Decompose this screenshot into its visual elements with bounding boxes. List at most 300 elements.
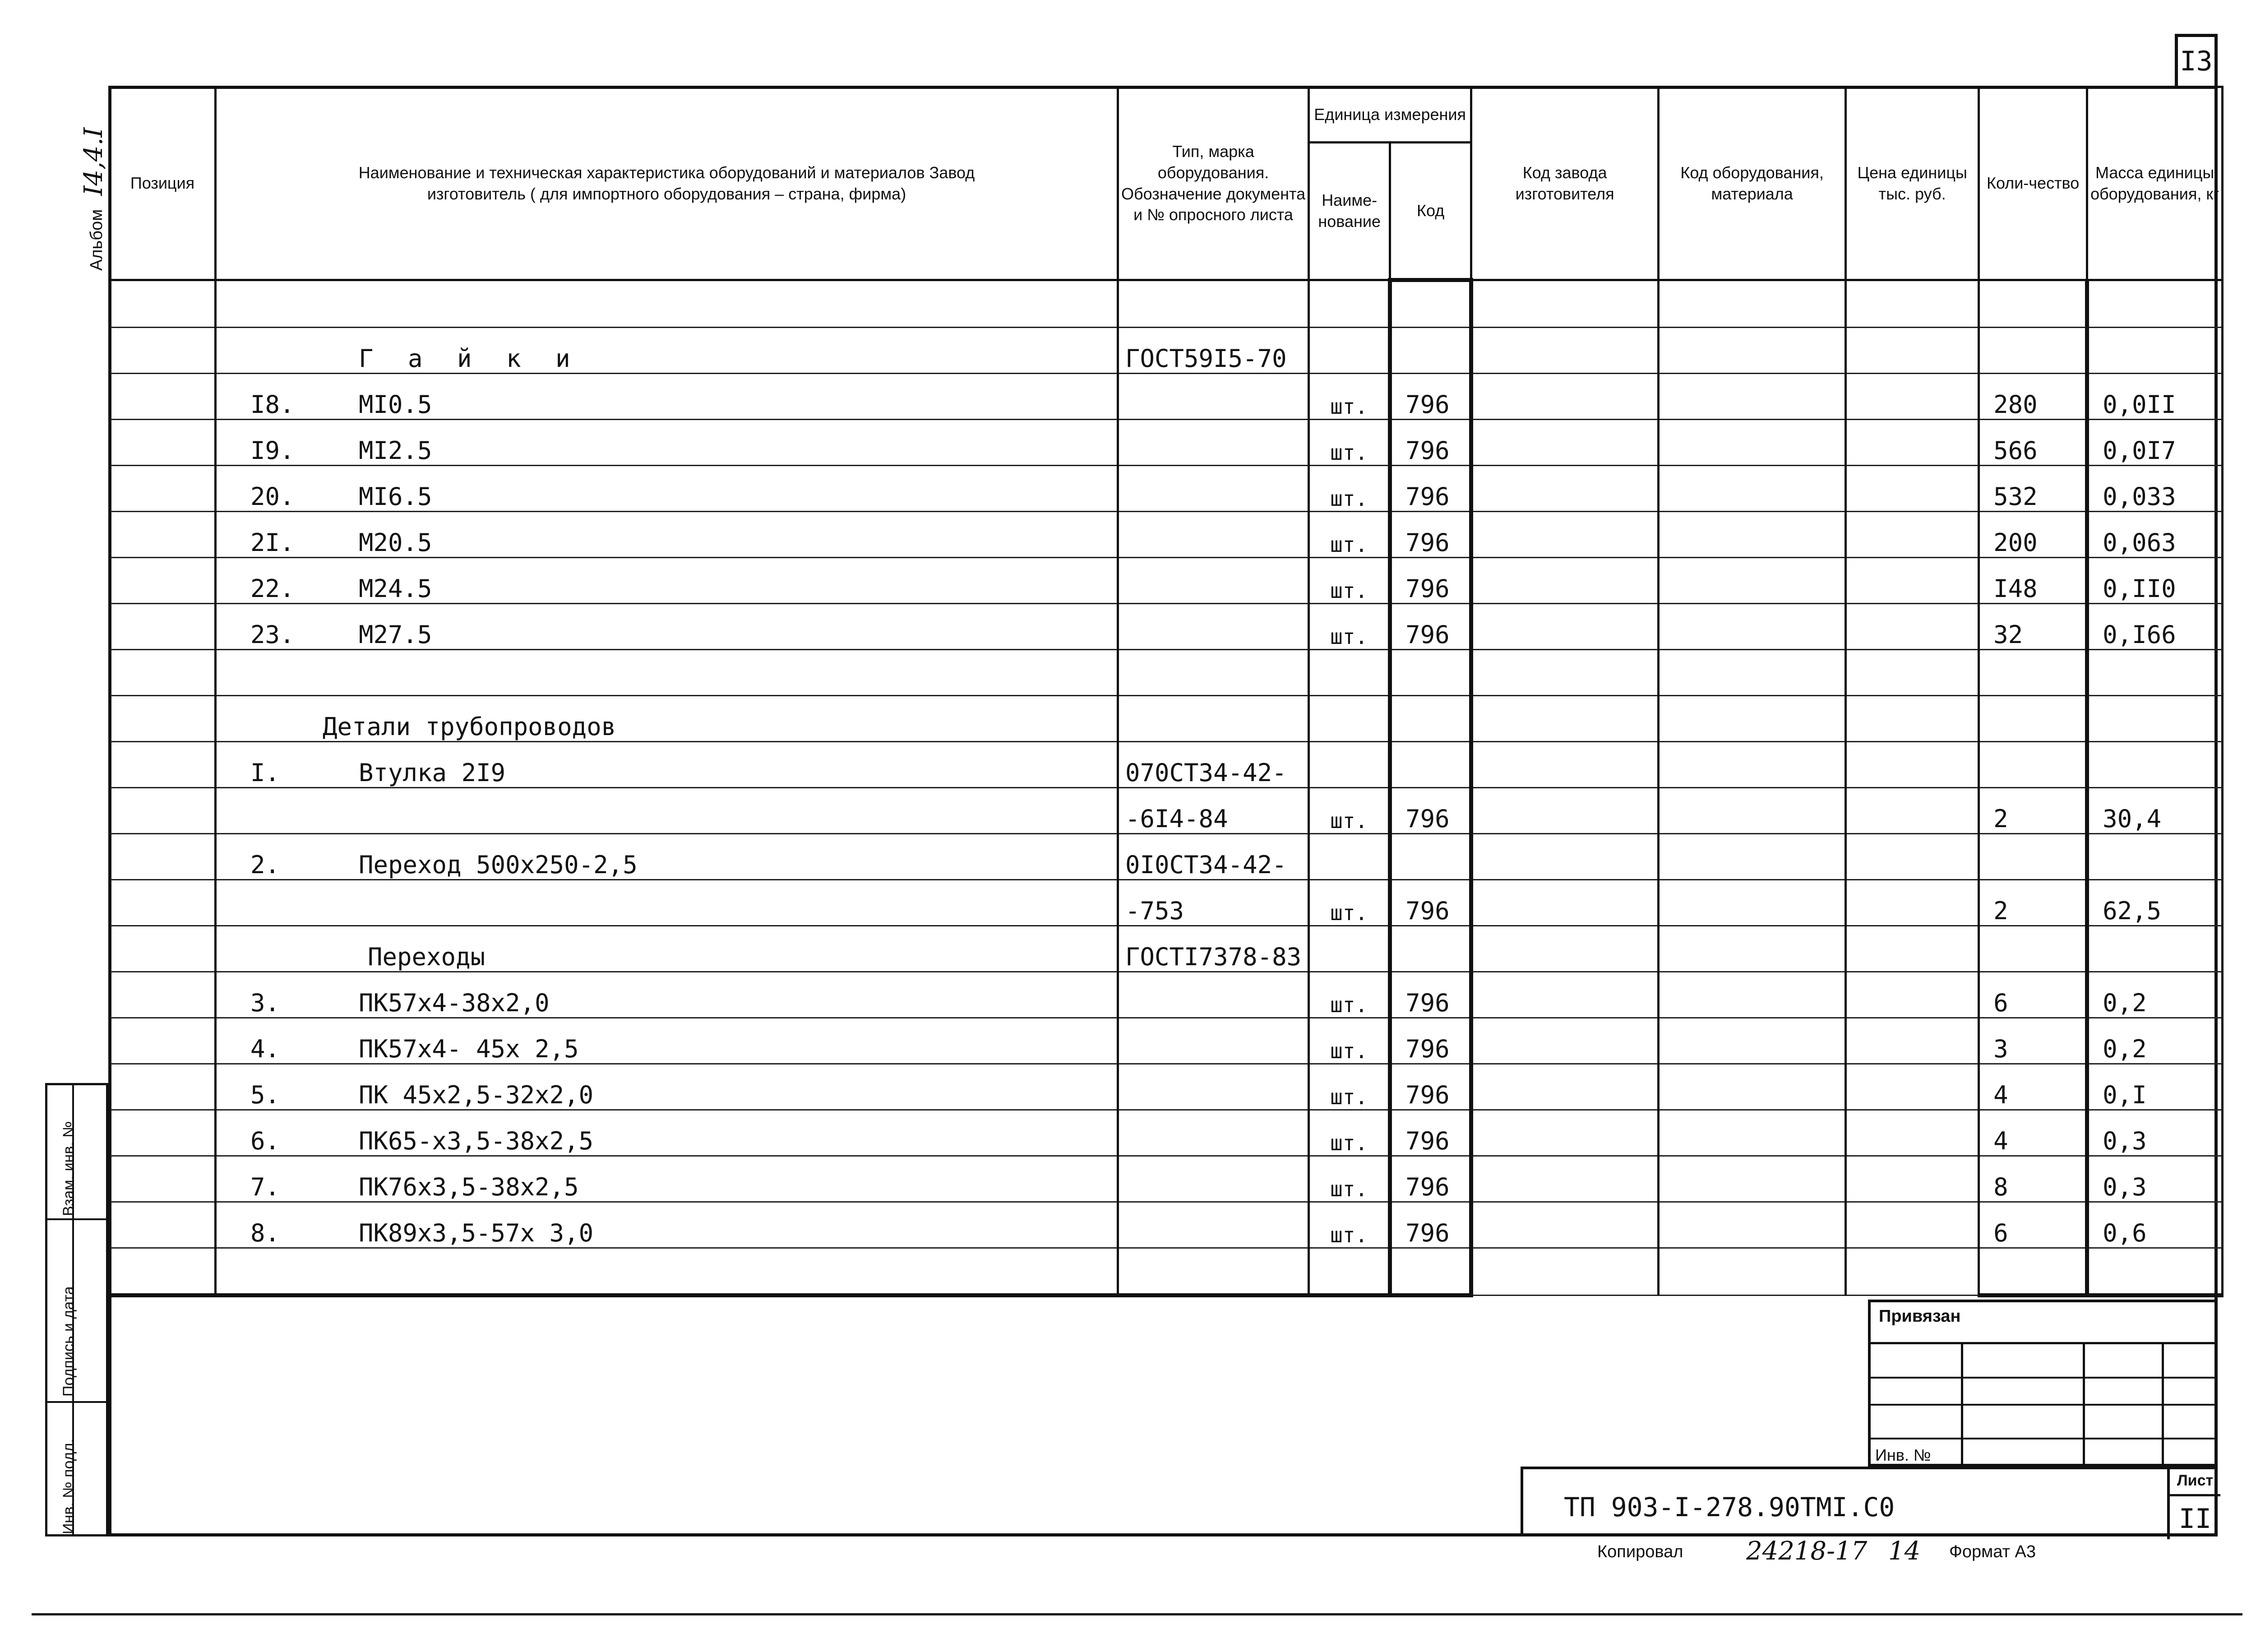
equip-code-cell bbox=[1659, 880, 1846, 926]
factory-code-cell bbox=[1471, 1018, 1659, 1064]
type-cell: -753 bbox=[1118, 880, 1309, 926]
stamp-inv-label: Инв. № bbox=[1875, 1446, 1931, 1464]
side-block-rule bbox=[47, 1401, 106, 1403]
specification-body bbox=[110, 280, 2223, 1296]
name-cell bbox=[216, 788, 1118, 834]
type-cell bbox=[1118, 1248, 1309, 1296]
title-block bbox=[1521, 1467, 2218, 1536]
item-name: ПК89х3,5-57х 3,0 bbox=[359, 1219, 594, 1247]
position-number: 2I. bbox=[250, 528, 295, 557]
unit-code-cell: 796 bbox=[1390, 880, 1471, 926]
table-row bbox=[110, 650, 2223, 696]
name-cell bbox=[216, 1202, 1118, 1248]
side-label-inv: Инв. № подл. bbox=[60, 1439, 77, 1534]
factory-code-cell bbox=[1471, 1248, 1659, 1296]
name-cell bbox=[216, 604, 1118, 650]
mass-cell: 0,3 bbox=[2087, 1156, 2223, 1202]
unit-code-cell bbox=[1390, 696, 1471, 742]
specification-table bbox=[108, 86, 2224, 1297]
type-cell bbox=[1118, 466, 1309, 512]
unit-name-cell: шт. bbox=[1309, 604, 1390, 650]
factory-code-cell bbox=[1471, 328, 1659, 374]
mass-cell: 0,3 bbox=[2087, 1110, 2223, 1156]
item-name: M20.5 bbox=[359, 528, 432, 557]
type-cell bbox=[1118, 650, 1309, 696]
unit-name-cell bbox=[1309, 650, 1390, 696]
table-row bbox=[110, 1110, 2223, 1156]
name-cell bbox=[216, 420, 1118, 466]
position-cell bbox=[110, 512, 216, 558]
type-cell bbox=[1118, 604, 1309, 650]
sheet-list-box bbox=[2167, 1469, 2220, 1539]
mass-cell: 62,5 bbox=[2087, 880, 2223, 926]
col-qty: Коли-чество bbox=[1979, 87, 2087, 280]
position-number: 4. bbox=[250, 1035, 280, 1063]
format-label: Формат А3 bbox=[1949, 1542, 2036, 1561]
mass-cell bbox=[2087, 926, 2223, 972]
position-cell bbox=[110, 558, 216, 604]
table-row bbox=[110, 972, 2223, 1018]
quantity-cell bbox=[1979, 696, 2087, 742]
table-row bbox=[110, 420, 2223, 466]
unit-code-cell bbox=[1390, 280, 1471, 328]
quantity-cell: 2 bbox=[1979, 788, 2087, 834]
stamp-privyazan-label: Привязан bbox=[1879, 1307, 1961, 1326]
sheet-number: I3 bbox=[2175, 34, 2218, 86]
sheet-list-number: II bbox=[2178, 1503, 2212, 1535]
position-number: 5. bbox=[250, 1081, 280, 1109]
unit-name-cell: шт. bbox=[1309, 558, 1390, 604]
price-cell bbox=[1846, 788, 1979, 834]
unit-name-cell: шт. bbox=[1309, 1110, 1390, 1156]
unit-code-cell: 796 bbox=[1390, 604, 1471, 650]
mass-cell bbox=[2087, 328, 2223, 374]
type-cell: 0I0СТ34-42- bbox=[1118, 834, 1309, 880]
col-unit-name: Наиме-нование bbox=[1309, 143, 1390, 280]
table-row bbox=[110, 880, 2223, 926]
table-row bbox=[110, 742, 2223, 788]
equip-code-cell bbox=[1659, 374, 1846, 420]
position-cell bbox=[110, 650, 216, 696]
factory-code-cell bbox=[1471, 420, 1659, 466]
quantity-cell: 6 bbox=[1979, 1202, 2087, 1248]
mass-cell: 0,063 bbox=[2087, 512, 2223, 558]
item-name: MI6.5 bbox=[359, 482, 432, 511]
item-name: M27.5 bbox=[359, 620, 432, 649]
position-cell bbox=[110, 328, 216, 374]
position-number: 22. bbox=[250, 574, 295, 603]
table-row bbox=[110, 788, 2223, 834]
position-number: 20. bbox=[250, 482, 295, 511]
position-cell bbox=[110, 280, 216, 328]
position-cell bbox=[110, 374, 216, 420]
mass-cell: 0,0II bbox=[2087, 374, 2223, 420]
position-cell bbox=[110, 696, 216, 742]
item-name: MI0.5 bbox=[359, 390, 432, 419]
unit-code-cell: 796 bbox=[1390, 466, 1471, 512]
price-cell bbox=[1846, 604, 1979, 650]
type-cell bbox=[1118, 374, 1309, 420]
quantity-cell bbox=[1979, 1248, 2087, 1296]
price-cell bbox=[1846, 742, 1979, 788]
col-tip: Тип, марка оборудования. Обозначение документа и № опросного листа bbox=[1118, 87, 1309, 280]
price-cell bbox=[1846, 926, 1979, 972]
quantity-cell: 8 bbox=[1979, 1156, 2087, 1202]
position-cell bbox=[110, 834, 216, 880]
position-cell bbox=[110, 1018, 216, 1064]
equip-code-cell bbox=[1659, 1110, 1846, 1156]
mass-cell: 0,2 bbox=[2087, 1018, 2223, 1064]
unit-code-cell: 796 bbox=[1390, 558, 1471, 604]
position-number: 2. bbox=[250, 851, 280, 879]
unit-name-cell: шт. bbox=[1309, 512, 1390, 558]
unit-code-cell: 796 bbox=[1390, 1202, 1471, 1248]
mass-cell bbox=[2087, 696, 2223, 742]
name-cell bbox=[216, 466, 1118, 512]
item-name: ПК76х3,5-38х2,5 bbox=[359, 1173, 579, 1201]
price-cell bbox=[1846, 972, 1979, 1018]
album-label-text: Альбом bbox=[87, 209, 106, 271]
factory-code-cell bbox=[1471, 374, 1659, 420]
price-cell bbox=[1846, 374, 1979, 420]
sheet-list-label: Лист bbox=[2177, 1472, 2214, 1489]
unit-code-cell: 796 bbox=[1390, 788, 1471, 834]
stamp-grid-line bbox=[2083, 1342, 2085, 1464]
equip-code-cell bbox=[1659, 742, 1846, 788]
unit-name-cell: шт. bbox=[1309, 1064, 1390, 1110]
type-cell bbox=[1118, 1064, 1309, 1110]
factory-code-cell bbox=[1471, 1202, 1659, 1248]
name-cell bbox=[216, 280, 1118, 328]
position-cell bbox=[110, 1202, 216, 1248]
price-cell bbox=[1846, 466, 1979, 512]
quantity-cell: 200 bbox=[1979, 512, 2087, 558]
unit-code-cell: 796 bbox=[1390, 420, 1471, 466]
factory-code-cell bbox=[1471, 742, 1659, 788]
table-row bbox=[110, 558, 2223, 604]
position-cell bbox=[110, 742, 216, 788]
equip-code-cell bbox=[1659, 604, 1846, 650]
equip-code-cell bbox=[1659, 512, 1846, 558]
equip-code-cell bbox=[1659, 280, 1846, 328]
table-row bbox=[110, 280, 2223, 328]
col-naimenovanie: Наименование и техническая характеристика оборудований и материалов Завод изготовитель ( для импортного оборудования – страна, фирма) bbox=[216, 87, 1118, 280]
position-cell bbox=[110, 420, 216, 466]
album-label bbox=[79, 128, 108, 271]
position-cell bbox=[110, 972, 216, 1018]
name-cell bbox=[216, 650, 1118, 696]
table-row bbox=[110, 1248, 2223, 1296]
equip-code-cell bbox=[1659, 1018, 1846, 1064]
price-cell bbox=[1846, 880, 1979, 926]
document-code: ТП 903-I-278.90ТМI.С0 bbox=[1564, 1492, 1895, 1522]
unit-code-cell bbox=[1390, 1248, 1471, 1296]
unit-name-cell: шт. bbox=[1309, 466, 1390, 512]
quantity-cell: 6 bbox=[1979, 972, 2087, 1018]
factory-code-cell bbox=[1471, 558, 1659, 604]
position-cell bbox=[110, 880, 216, 926]
equip-code-cell bbox=[1659, 926, 1846, 972]
type-cell bbox=[1118, 280, 1309, 328]
factory-code-cell bbox=[1471, 466, 1659, 512]
unit-code-cell bbox=[1390, 834, 1471, 880]
album-number: I4,4.I bbox=[79, 127, 108, 196]
item-name: ПК65-х3,5-38х2,5 bbox=[359, 1127, 594, 1155]
factory-code-cell bbox=[1471, 788, 1659, 834]
unit-code-cell: 796 bbox=[1390, 512, 1471, 558]
side-block-rule bbox=[47, 1218, 106, 1220]
handwritten-number: 24218-17 bbox=[1746, 1536, 1868, 1566]
unit-code-cell bbox=[1390, 650, 1471, 696]
equip-code-cell bbox=[1659, 1202, 1846, 1248]
header-row bbox=[110, 87, 2223, 143]
mass-cell bbox=[2087, 280, 2223, 328]
quantity-cell: 532 bbox=[1979, 466, 2087, 512]
table-row bbox=[110, 374, 2223, 420]
quantity-cell: 4 bbox=[1979, 1110, 2087, 1156]
side-label-vzam: Взам. инв. № bbox=[60, 1121, 77, 1216]
quantity-cell: 566 bbox=[1979, 420, 2087, 466]
price-cell bbox=[1846, 1248, 1979, 1296]
equip-code-cell bbox=[1659, 696, 1846, 742]
type-cell bbox=[1118, 1202, 1309, 1248]
name-cell bbox=[216, 972, 1118, 1018]
unit-code-cell: 796 bbox=[1390, 1156, 1471, 1202]
col-pozitsiya: Позиция bbox=[110, 87, 216, 280]
type-cell bbox=[1118, 1018, 1309, 1064]
name-cell bbox=[216, 1248, 1118, 1296]
mass-cell: 0,II0 bbox=[2087, 558, 2223, 604]
table-row bbox=[110, 512, 2223, 558]
position-cell bbox=[110, 604, 216, 650]
unit-name-cell: шт. bbox=[1309, 880, 1390, 926]
name-cell bbox=[216, 742, 1118, 788]
item-name: M24.5 bbox=[359, 574, 432, 603]
quantity-cell: I48 bbox=[1979, 558, 2087, 604]
col-equip-code: Код оборудования, материала bbox=[1659, 87, 1846, 280]
position-number: 8. bbox=[250, 1219, 280, 1247]
name-cell bbox=[216, 926, 1118, 972]
mass-cell: 0,6 bbox=[2087, 1202, 2223, 1248]
unit-name-cell bbox=[1309, 742, 1390, 788]
unit-code-cell bbox=[1390, 742, 1471, 788]
position-number: I8. bbox=[250, 390, 295, 419]
col-unit-group: Единица измерения bbox=[1309, 87, 1471, 143]
copied-label: Копировал bbox=[1597, 1542, 1683, 1561]
item-name: ПК57х4-38х2,0 bbox=[359, 989, 550, 1017]
price-cell bbox=[1846, 328, 1979, 374]
unit-code-cell: 796 bbox=[1390, 1018, 1471, 1064]
type-cell bbox=[1118, 1110, 1309, 1156]
unit-name-cell: шт. bbox=[1309, 1202, 1390, 1248]
col-price: Цена единицы тыс. руб. bbox=[1846, 87, 1979, 280]
table-row bbox=[110, 604, 2223, 650]
unit-code-cell: 796 bbox=[1390, 374, 1471, 420]
table-row bbox=[110, 466, 2223, 512]
position-number: I. bbox=[250, 759, 280, 787]
type-cell bbox=[1118, 512, 1309, 558]
equip-code-cell bbox=[1659, 1064, 1846, 1110]
col-unit-code: Код bbox=[1390, 143, 1471, 280]
equip-code-cell bbox=[1659, 834, 1846, 880]
equip-code-cell bbox=[1659, 420, 1846, 466]
name-cell bbox=[216, 328, 1118, 374]
position-cell bbox=[110, 1248, 216, 1296]
mass-cell: 0,0I7 bbox=[2087, 420, 2223, 466]
unit-name-cell bbox=[1309, 280, 1390, 328]
mass-cell bbox=[2087, 650, 2223, 696]
unit-name-cell: шт. bbox=[1309, 788, 1390, 834]
table-row bbox=[110, 1202, 2223, 1248]
type-cell: ГОСТ59I5-70 bbox=[1118, 328, 1309, 374]
name-cell bbox=[216, 1110, 1118, 1156]
mass-cell: 0,I66 bbox=[2087, 604, 2223, 650]
factory-code-cell bbox=[1471, 650, 1659, 696]
name-cell bbox=[216, 1064, 1118, 1110]
type-cell bbox=[1118, 1156, 1309, 1202]
price-cell bbox=[1846, 1202, 1979, 1248]
equip-code-cell bbox=[1659, 788, 1846, 834]
table-row bbox=[110, 1018, 2223, 1064]
name-cell bbox=[216, 1156, 1118, 1202]
item-name: Детали трубопроводов bbox=[323, 713, 616, 741]
item-name: MI2.5 bbox=[359, 436, 432, 465]
price-cell bbox=[1846, 1156, 1979, 1202]
price-cell bbox=[1846, 696, 1979, 742]
item-name: Переход 500х250-2,5 bbox=[359, 851, 638, 879]
unit-name-cell: шт. bbox=[1309, 1156, 1390, 1202]
item-name: ПК 45х2,5-32х2,0 bbox=[359, 1081, 594, 1109]
type-cell bbox=[1118, 972, 1309, 1018]
name-cell bbox=[216, 374, 1118, 420]
mass-cell: 0,I bbox=[2087, 1064, 2223, 1110]
unit-name-cell: шт. bbox=[1309, 374, 1390, 420]
item-name: Г а й к и bbox=[359, 344, 580, 373]
col-mass: Масса единицы оборудования, кг bbox=[2087, 87, 2223, 280]
equip-code-cell bbox=[1659, 328, 1846, 374]
factory-code-cell bbox=[1471, 834, 1659, 880]
position-cell bbox=[110, 466, 216, 512]
unit-name-cell bbox=[1309, 696, 1390, 742]
stamp-grid-line bbox=[1961, 1342, 1963, 1464]
unit-name-cell bbox=[1309, 926, 1390, 972]
unit-name-cell: шт. bbox=[1309, 1018, 1390, 1064]
quantity-cell: 3 bbox=[1979, 1018, 2087, 1064]
price-cell bbox=[1846, 558, 1979, 604]
position-number: 6. bbox=[250, 1127, 280, 1155]
position-number: 3. bbox=[250, 989, 280, 1017]
name-cell bbox=[216, 696, 1118, 742]
mass-cell bbox=[2087, 834, 2223, 880]
item-name: Переходы bbox=[368, 943, 485, 971]
name-cell bbox=[216, 834, 1118, 880]
quantity-cell bbox=[1979, 280, 2087, 328]
price-cell bbox=[1846, 1110, 1979, 1156]
quantity-cell bbox=[1979, 742, 2087, 788]
type-cell bbox=[1118, 696, 1309, 742]
item-name: Втулка 2I9 bbox=[359, 759, 506, 787]
mass-cell: 30,4 bbox=[2087, 788, 2223, 834]
unit-name-cell bbox=[1309, 328, 1390, 374]
equip-code-cell bbox=[1659, 650, 1846, 696]
table-row bbox=[110, 1064, 2223, 1110]
table-row bbox=[110, 696, 2223, 742]
factory-code-cell bbox=[1471, 1064, 1659, 1110]
type-cell: -6I4-84 bbox=[1118, 788, 1309, 834]
position-number: I9. bbox=[250, 436, 295, 465]
quantity-cell: 32 bbox=[1979, 604, 2087, 650]
quantity-cell bbox=[1979, 834, 2087, 880]
quantity-cell: 2 bbox=[1979, 880, 2087, 926]
col-factory-code: Код завода изготовителя bbox=[1471, 87, 1659, 280]
equip-code-cell bbox=[1659, 558, 1846, 604]
position-cell bbox=[110, 1156, 216, 1202]
position-number: 23. bbox=[250, 620, 295, 649]
stamp-grid-line bbox=[2162, 1342, 2164, 1464]
factory-code-cell bbox=[1471, 696, 1659, 742]
table-row bbox=[110, 926, 2223, 972]
price-cell bbox=[1846, 1018, 1979, 1064]
unit-code-cell bbox=[1390, 328, 1471, 374]
price-cell bbox=[1846, 280, 1979, 328]
sheet-list-divider bbox=[2170, 1494, 2220, 1496]
factory-code-cell bbox=[1471, 1110, 1659, 1156]
unit-code-cell: 796 bbox=[1390, 1110, 1471, 1156]
price-cell bbox=[1846, 512, 1979, 558]
table-row bbox=[110, 834, 2223, 880]
table-row bbox=[110, 1156, 2223, 1202]
position-cell bbox=[110, 788, 216, 834]
factory-code-cell bbox=[1471, 1156, 1659, 1202]
quantity-cell bbox=[1979, 926, 2087, 972]
type-cell: ГОСТI7378-83 bbox=[1118, 926, 1309, 972]
position-number: 7. bbox=[250, 1173, 280, 1201]
mass-cell bbox=[2087, 742, 2223, 788]
type-cell bbox=[1118, 558, 1309, 604]
type-cell bbox=[1118, 420, 1309, 466]
item-name: ПК57х4- 45х 2,5 bbox=[359, 1035, 579, 1063]
price-cell bbox=[1846, 834, 1979, 880]
unit-name-cell: шт. bbox=[1309, 420, 1390, 466]
price-cell bbox=[1846, 650, 1979, 696]
name-cell bbox=[216, 512, 1118, 558]
factory-code-cell bbox=[1471, 972, 1659, 1018]
bottom-rule bbox=[32, 1613, 2242, 1615]
equip-code-cell bbox=[1659, 466, 1846, 512]
name-cell bbox=[216, 558, 1118, 604]
position-cell bbox=[110, 926, 216, 972]
side-label-podpis: Подпись и дата bbox=[60, 1286, 77, 1397]
equip-code-cell bbox=[1659, 972, 1846, 1018]
factory-code-cell bbox=[1471, 604, 1659, 650]
unit-code-cell: 796 bbox=[1390, 972, 1471, 1018]
type-cell: 070СТ34-42- bbox=[1118, 742, 1309, 788]
quantity-cell: 4 bbox=[1979, 1064, 2087, 1110]
equip-code-cell bbox=[1659, 1156, 1846, 1202]
position-cell bbox=[110, 1064, 216, 1110]
price-cell bbox=[1846, 1064, 1979, 1110]
factory-code-cell bbox=[1471, 280, 1659, 328]
factory-code-cell bbox=[1471, 926, 1659, 972]
position-cell bbox=[110, 1110, 216, 1156]
quantity-cell bbox=[1979, 328, 2087, 374]
unit-name-cell: шт. bbox=[1309, 972, 1390, 1018]
mass-cell bbox=[2087, 1248, 2223, 1296]
table-row bbox=[110, 328, 2223, 374]
factory-code-cell bbox=[1471, 880, 1659, 926]
handwritten-number-2: 14 bbox=[1888, 1536, 1921, 1566]
mass-cell: 0,2 bbox=[2087, 972, 2223, 1018]
